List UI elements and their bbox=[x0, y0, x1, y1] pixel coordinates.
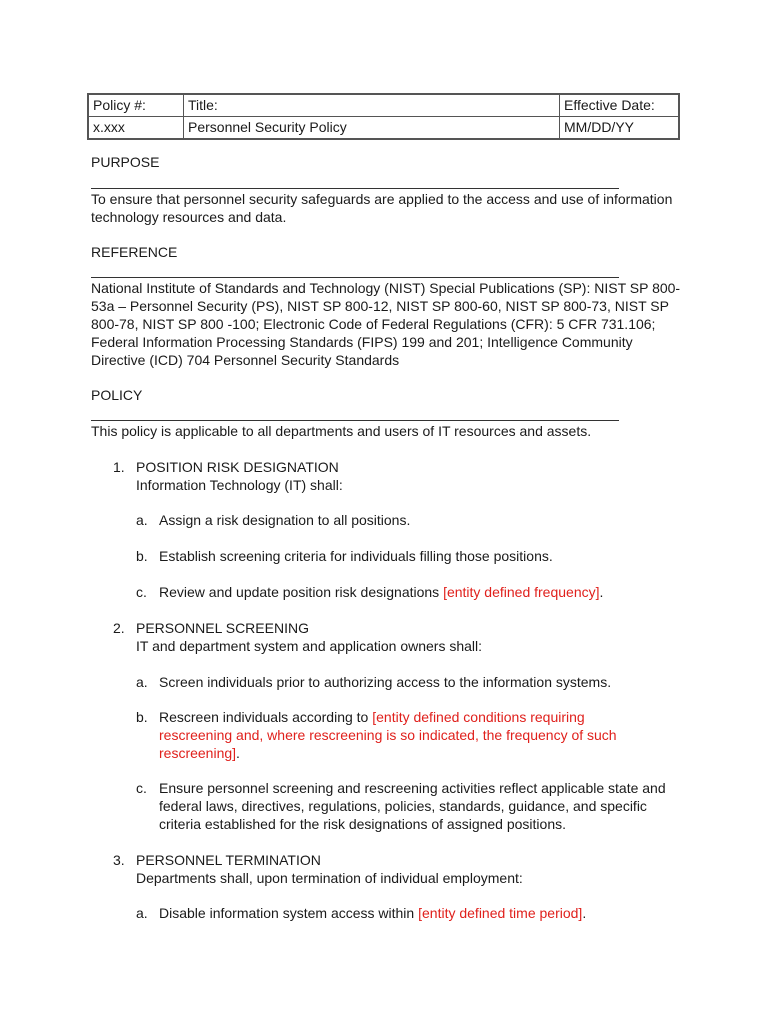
item-text: Review and update position risk designations bbox=[159, 584, 444, 600]
list-item bbox=[159, 673, 689, 691]
item-tail: . bbox=[236, 745, 240, 761]
section-intro: IT and department system and application owners shall: bbox=[136, 638, 483, 654]
item-text: Disable information system access within bbox=[159, 905, 419, 921]
item-letter: a. bbox=[136, 674, 148, 690]
policy-heading: POLICY bbox=[91, 387, 143, 403]
effective-date-label: Effective Date: bbox=[560, 94, 680, 117]
section-intro: Information Technology (IT) shall: bbox=[136, 477, 343, 493]
item-letter: a. bbox=[136, 512, 148, 528]
item-letter: b. bbox=[136, 548, 148, 564]
item-text: Assign a risk designation to all positions. bbox=[159, 512, 411, 528]
reference-heading: REFERENCE bbox=[91, 244, 178, 260]
list-item bbox=[159, 547, 689, 565]
reference-rule bbox=[91, 277, 619, 278]
list-item bbox=[159, 708, 659, 762]
title-label: Title: bbox=[184, 94, 560, 117]
policy-number-value: x.xxx bbox=[88, 117, 184, 140]
reference-text: National Institute of Standards and Technology (NIST) Special Publications (SP): NIST SP 800-53a – Personnel Security (PS), NIST SP 800-12, NIST SP 800-60, NIST SP 800-73, NIST SP 800-78, NIST SP 800 -100; Electronic Code of Federal Regulations (CFR): 5 CFR 731.106; Federal Information Processing Standards (FIPS) 199 and 201; Intelligence Community Directive (ICD) 704 Personnel Security Standards bbox=[91, 280, 681, 368]
purpose-heading: PURPOSE bbox=[91, 154, 160, 170]
list-item bbox=[159, 904, 689, 922]
policy-header-table bbox=[87, 93, 680, 140]
item-tail: . bbox=[582, 905, 587, 921]
section-number: 1. bbox=[113, 459, 125, 475]
purpose-rule bbox=[91, 188, 619, 189]
item-text: Rescreen individuals according to bbox=[159, 709, 373, 725]
section-number: 3. bbox=[113, 852, 125, 868]
section-heading-position-risk: POSITION RISK DESIGNATION bbox=[136, 459, 339, 475]
item-text: Ensure personnel screening and rescreening activities reflect applicable state and federal laws, directives, regulations, policies, standards, guidance, and specific criteria established for the risk designations of assigned positions. bbox=[159, 780, 666, 832]
policy-text: This policy is applicable to all departments and users of IT resources and assets. bbox=[91, 423, 592, 439]
item-letter: c. bbox=[136, 584, 147, 600]
item-letter: c. bbox=[136, 780, 147, 796]
header-values-row bbox=[88, 117, 679, 140]
list-item bbox=[159, 779, 681, 833]
item-text: Screen individuals prior to authorizing access to the information systems. bbox=[159, 674, 612, 690]
header-labels-row bbox=[88, 94, 679, 117]
section-heading-personnel-termination: PERSONNEL TERMINATION bbox=[136, 852, 321, 868]
list-item bbox=[159, 511, 689, 529]
placeholder-text: [entity defined frequency] bbox=[443, 584, 600, 600]
item-letter: a. bbox=[136, 905, 148, 921]
section-heading-personnel-screening: PERSONNEL SCREENING bbox=[136, 620, 309, 636]
item-tail: . bbox=[599, 584, 604, 600]
placeholder-text: [entity defined conditions requiring rescreening and, where rescreening is so indicated, the frequency of such rescreening] bbox=[159, 709, 617, 761]
title-value: Personnel Security Policy bbox=[184, 117, 560, 140]
section-number: 2. bbox=[113, 620, 125, 636]
placeholder-text: [entity defined time period] bbox=[418, 905, 583, 921]
item-letter: b. bbox=[136, 709, 148, 725]
purpose-text: To ensure that personnel security safeguards are applied to the access and use of information technology resources and data. bbox=[91, 191, 673, 225]
item-text: Establish screening criteria for individuals filling those positions. bbox=[159, 548, 553, 564]
policy-rule bbox=[91, 420, 619, 421]
section-intro: Departments shall, upon termination of individual employment: bbox=[136, 870, 523, 886]
effective-date-value: MM/DD/YY bbox=[560, 117, 680, 140]
list-item bbox=[159, 583, 689, 601]
policy-number-label: Policy #: bbox=[88, 94, 184, 117]
